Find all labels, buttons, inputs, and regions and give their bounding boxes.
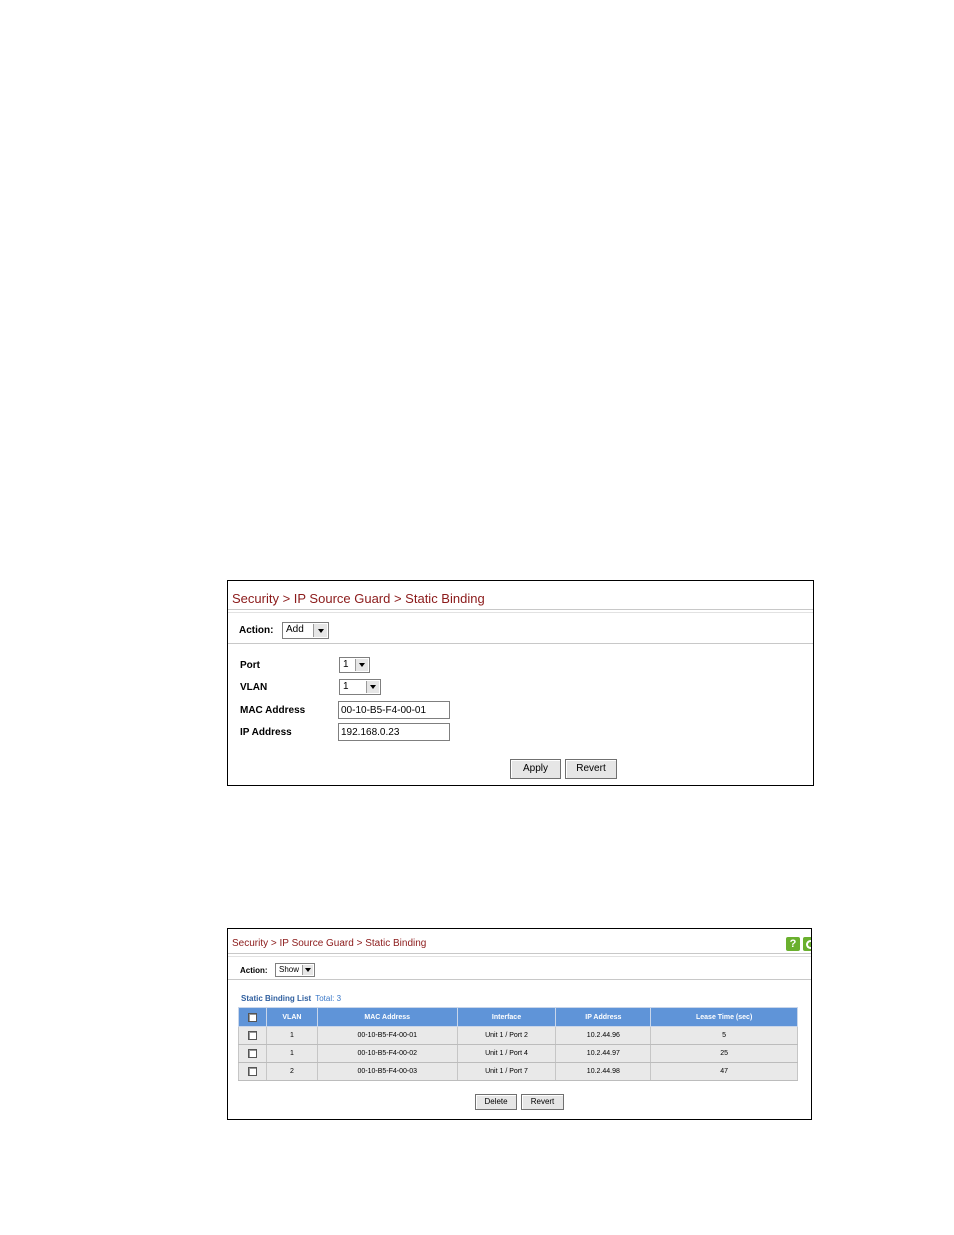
row-checkbox[interactable]: [248, 1031, 257, 1040]
action-select[interactable]: [282, 622, 329, 639]
revert-button[interactable]: Revert: [565, 759, 617, 779]
cell-ip-address: 10.2.44.97: [556, 1045, 651, 1063]
cell-mac-address: 00-10-B5-F4-00-02: [317, 1045, 457, 1063]
column-header-interface: Interface: [457, 1008, 556, 1027]
static-binding-add-panel: [227, 580, 814, 786]
divider: [228, 979, 811, 980]
cell-interface: Unit 1 / Port 4: [457, 1045, 556, 1063]
cell-ip-address: 10.2.44.98: [556, 1063, 651, 1081]
table-header-row: [239, 1008, 798, 1027]
select-all-checkbox[interactable]: [248, 1013, 257, 1022]
row-checkbox[interactable]: [248, 1067, 257, 1076]
divider: [228, 643, 813, 644]
cell-vlan: 1: [266, 1027, 317, 1045]
column-header-lease-time: Lease Time (sec): [651, 1008, 798, 1027]
table-row: [239, 1045, 798, 1063]
cell-mac-address: 00-10-B5-F4-00-01: [317, 1027, 457, 1045]
divider: [228, 609, 813, 610]
cell-mac-address: 00-10-B5-F4-00-03: [317, 1063, 457, 1081]
ip-address-input[interactable]: [338, 723, 450, 741]
port-select-value: 1: [343, 659, 349, 670]
chevron-down-icon[interactable]: [313, 624, 327, 637]
cell-lease-time: 47: [651, 1063, 798, 1081]
mac-address-label: MAC Address: [240, 705, 306, 716]
cell-vlan: 2: [266, 1063, 317, 1081]
divider: [228, 953, 811, 954]
chevron-down-icon[interactable]: [366, 681, 379, 693]
select-all-cell[interactable]: [239, 1008, 267, 1027]
cell-vlan: 1: [266, 1045, 317, 1063]
row-select-cell[interactable]: [239, 1045, 267, 1063]
cell-ip-address: 10.2.44.96: [556, 1027, 651, 1045]
cell-interface: Unit 1 / Port 7: [457, 1063, 556, 1081]
action-select-value: Add: [286, 624, 304, 635]
row-checkbox[interactable]: [248, 1049, 257, 1058]
cell-lease-time: 25: [651, 1045, 798, 1063]
mac-address-input[interactable]: [338, 701, 450, 719]
page-title: Security > IP Source Guard > Static Binding: [232, 591, 485, 606]
action-select-value: Show: [279, 965, 300, 974]
list-total: Total: 3: [315, 994, 342, 1003]
action-label: Action:: [240, 966, 268, 975]
row-select-cell[interactable]: [239, 1063, 267, 1081]
column-header-vlan: VLAN: [266, 1008, 317, 1027]
revert-button[interactable]: Revert: [521, 1094, 564, 1110]
list-title: [241, 994, 341, 1003]
apply-button[interactable]: Apply: [510, 759, 561, 779]
static-binding-show-panel: [227, 928, 812, 1120]
divider: [228, 612, 813, 613]
vlan-select-value: 1: [343, 681, 349, 692]
table-row: [239, 1027, 798, 1045]
row-select-cell[interactable]: [239, 1027, 267, 1045]
ip-address-label: IP Address: [240, 727, 292, 738]
column-header-mac-address: MAC Address: [317, 1008, 457, 1027]
column-header-ip-address: IP Address: [556, 1008, 651, 1027]
list-title-text: Static Binding List: [241, 994, 312, 1003]
action-label: Action:: [239, 625, 274, 636]
vlan-select[interactable]: [339, 679, 381, 695]
cell-lease-time: 5: [651, 1027, 798, 1045]
delete-button[interactable]: Delete: [475, 1094, 517, 1110]
divider: [228, 956, 811, 957]
page-title: Security > IP Source Guard > Static Binding: [232, 938, 427, 949]
help-icon[interactable]: ?: [786, 937, 800, 951]
cell-interface: Unit 1 / Port 2: [457, 1027, 556, 1045]
vlan-label: VLAN: [240, 682, 268, 693]
action-select[interactable]: [275, 963, 315, 977]
chevron-down-icon[interactable]: [355, 659, 368, 671]
port-label: Port: [240, 660, 260, 671]
port-select[interactable]: [339, 657, 370, 673]
static-binding-table: [238, 1007, 798, 1081]
table-row: [239, 1063, 798, 1081]
chevron-down-icon[interactable]: [302, 965, 313, 975]
refresh-icon[interactable]: [803, 937, 812, 951]
